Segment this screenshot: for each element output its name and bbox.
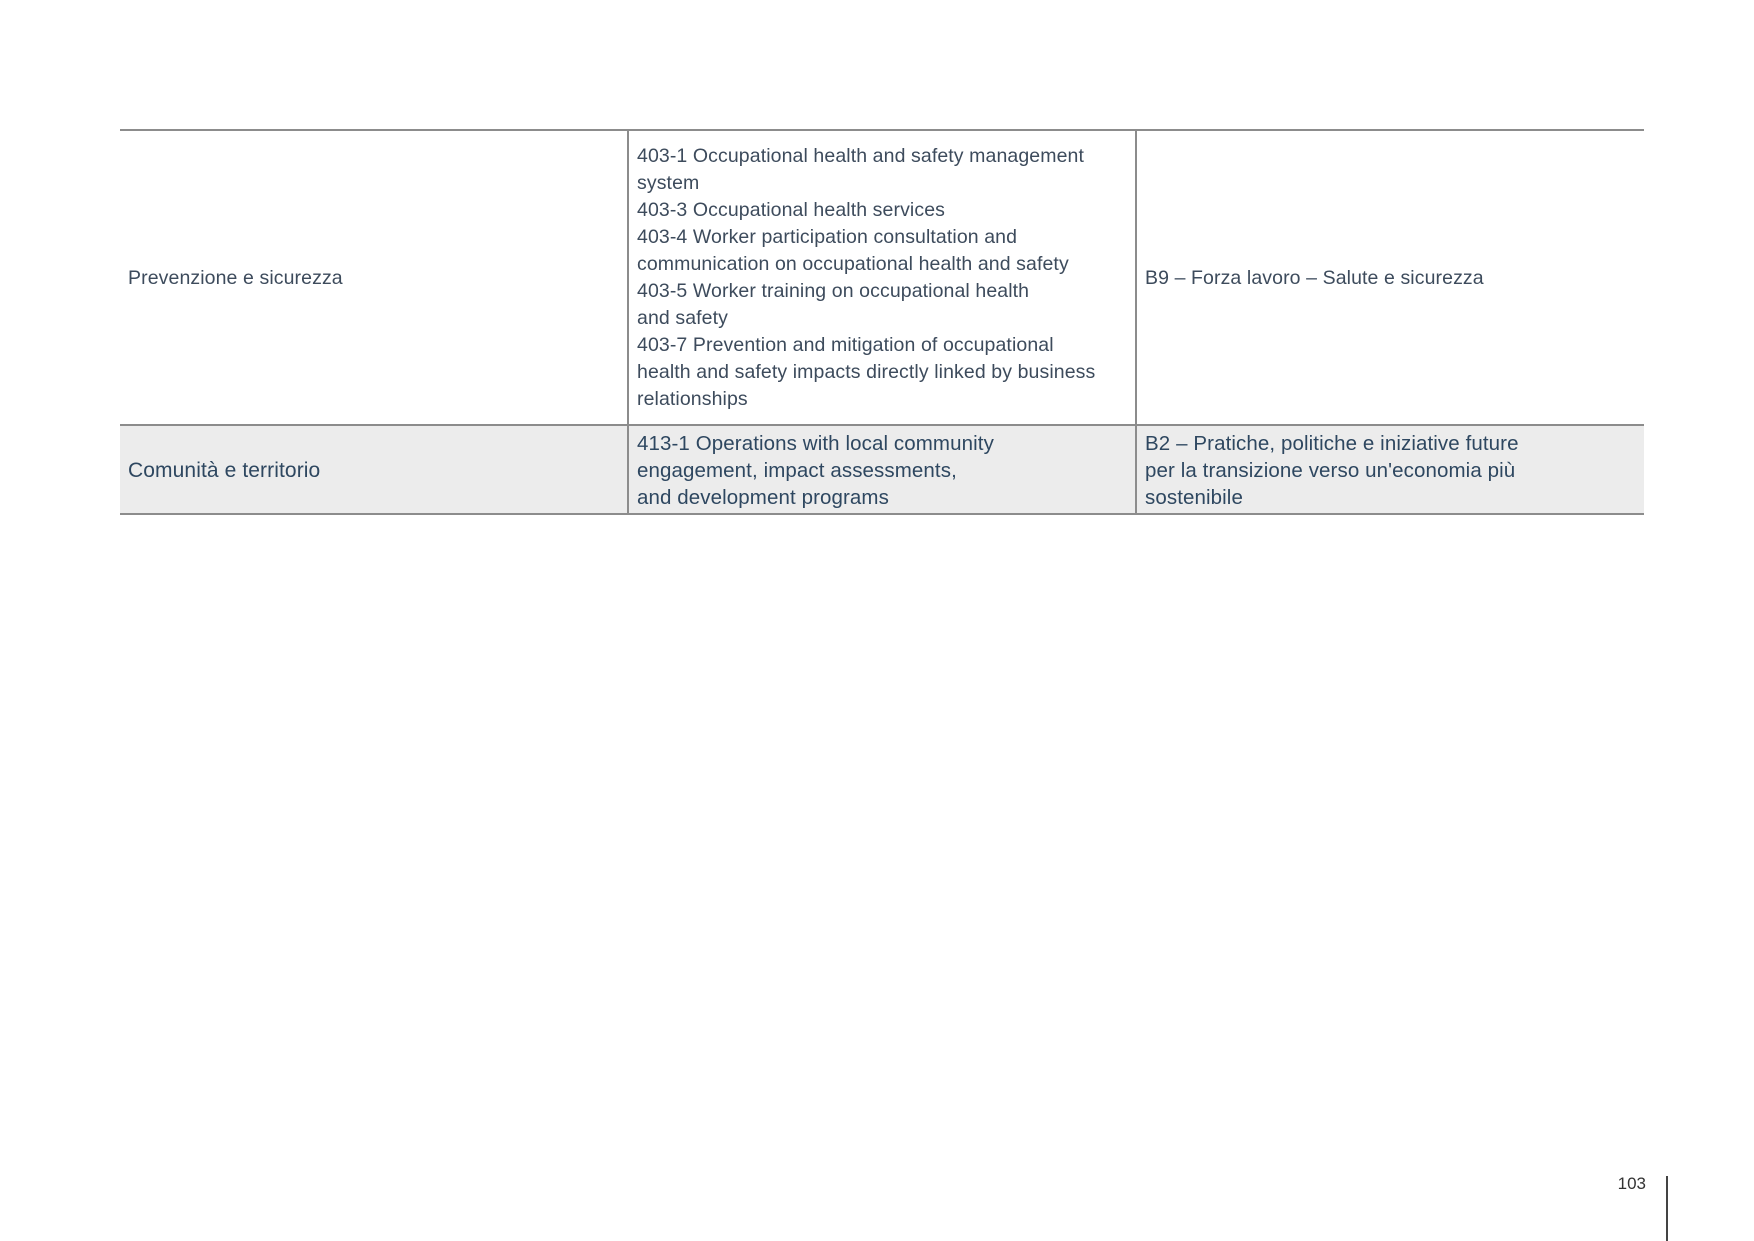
gri-standard-line: 403-3 Occupational health services <box>637 199 945 221</box>
gri-standard-line: 403-1 Occupational health and safety management <box>637 145 1084 167</box>
gri-standard-line: 403-5 Worker training on occupational health <box>637 280 1030 302</box>
gri-index-table <box>120 129 1644 515</box>
gri-standard-line: health and safety impacts directly linked by business <box>637 361 1096 383</box>
vsme-disclosure-line: per la transizione verso un'economia più <box>1145 459 1516 482</box>
gri-standard-line: engagement, impact assessments, <box>637 459 957 482</box>
gri-standard-line: 403-7 Prevention and mitigation of occupational <box>637 334 1054 356</box>
table-row <box>120 425 1644 514</box>
gri-standards-cell <box>628 425 1136 514</box>
material-topic-cell <box>120 425 628 514</box>
material-topic-label: Comunità e territorio <box>128 459 321 482</box>
gri-standards-cell <box>628 130 1136 425</box>
gri-standard-line: communication on occupational health and safety <box>637 253 1069 275</box>
vsme-disclosure-cell <box>1136 130 1644 425</box>
gri-standard-line: 413-1 Operations with local community <box>637 432 994 455</box>
page-number: 103 <box>1617 1174 1646 1193</box>
gri-standard-line: and development programs <box>637 486 889 509</box>
table-row <box>120 130 1644 425</box>
gri-standard-line: system <box>637 172 700 194</box>
page-number-divider <box>1666 1176 1668 1241</box>
gri-standard-line: relationships <box>637 388 748 410</box>
vsme-disclosure-cell <box>1136 425 1644 514</box>
vsme-disclosure-line: B9 – Forza lavoro – Salute e sicurezza <box>1145 266 1484 289</box>
material-topic-cell <box>120 130 628 425</box>
gri-standard-line: and safety <box>637 307 728 329</box>
vsme-disclosure-line: B2 – Pratiche, politiche e iniziative future <box>1145 432 1519 455</box>
vsme-disclosure-line: sostenibile <box>1145 486 1243 509</box>
material-topic-label: Prevenzione e sicurezza <box>128 266 343 289</box>
gri-standard-line: 403-4 Worker participation consultation and <box>637 226 1018 248</box>
